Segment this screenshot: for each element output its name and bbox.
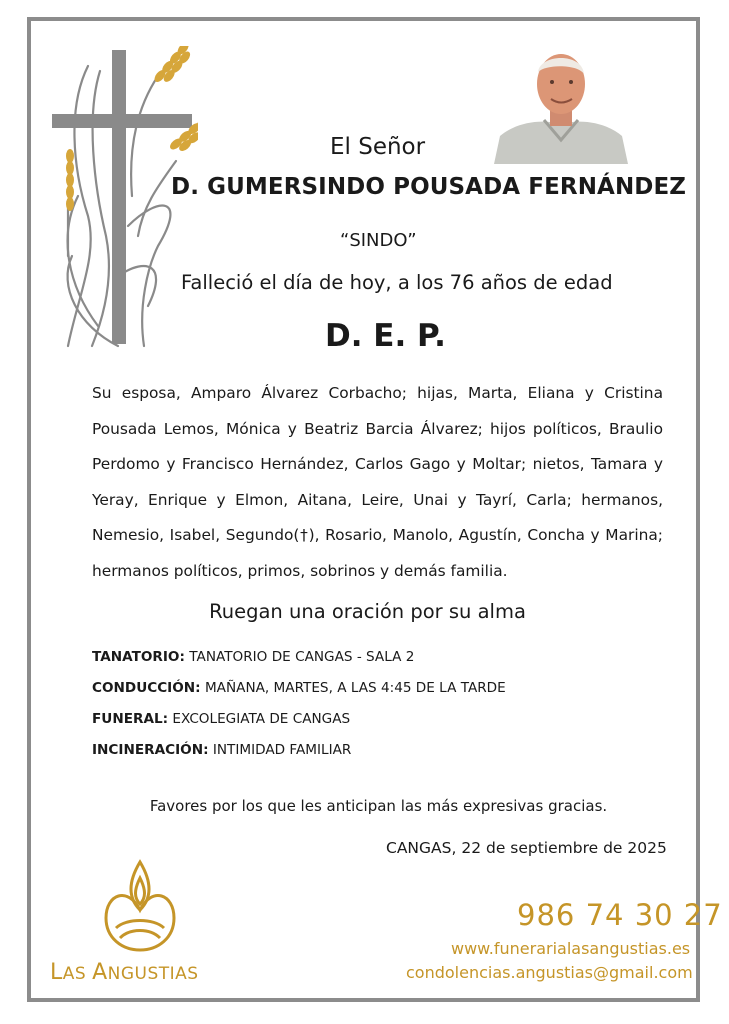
honorific-title: El Señor bbox=[330, 134, 426, 160]
deceased-photo bbox=[494, 44, 628, 164]
place-and-date: CANGAS, 22 de septiembre de 2025 bbox=[386, 839, 667, 857]
detail-value: INTIMIDAD FAMILIAR bbox=[212, 742, 352, 758]
phone-number[interactable]: 986 74 30 27 bbox=[517, 898, 723, 932]
family-paragraph: Su esposa, Amparo Álvarez Corbacho; hijas, Marta, Eliana y Cristina Pousada Lemos, Mónica y Beatriz Barcia Álvarez; hijos políticos, Braulio Perdomo y Francisco Hernández, Carlos Gago y Moltar; nietos, Tamara y Yeray, Enrique y Elmon, Aitana, Leire, Unai y Tayrí, Carla; hermanos, Nemesio, Isabel, Segundo(†), Rosario, Manolo, Agustín, Concha y Marina; hermanos políticos, primos, sobrinos y demás familia. bbox=[92, 384, 663, 580]
detail-value: EXCOLEGIATA DE CANGAS bbox=[172, 711, 351, 727]
deceased-nickname: “SINDO” bbox=[340, 230, 417, 251]
brand-initial: L bbox=[50, 960, 63, 985]
website-link[interactable]: www.funerarialasangustias.es bbox=[451, 939, 691, 958]
deceased-name: D. GUMERSINDO POUSADA FERNÁNDEZ bbox=[171, 174, 687, 200]
detail-value: TANATORIO DE CANGAS - SALA 2 bbox=[189, 649, 415, 665]
detail-label: FUNERAL: bbox=[92, 711, 169, 727]
brand-initial: A bbox=[92, 960, 108, 985]
detail-label: TANATORIO: bbox=[92, 649, 185, 665]
las-angustias-logo-icon bbox=[98, 858, 182, 956]
brand-name bbox=[50, 960, 199, 985]
death-announcement: Falleció el día de hoy, a los 76 años de edad bbox=[181, 271, 613, 294]
detail-conduccion bbox=[92, 680, 506, 696]
detail-label: CONDUCCIÓN: bbox=[92, 680, 201, 696]
detail-value: MAÑANA, MARTES, A LAS 4:45 DE LA TARDE bbox=[204, 680, 506, 696]
detail-incineracion bbox=[92, 742, 351, 758]
rip-text: D. E. P. bbox=[325, 318, 446, 354]
thanks-text: Favores por los que les anticipan las más expresivas gracias. bbox=[149, 797, 608, 815]
brand-text: AS bbox=[62, 964, 93, 984]
prayer-request: Ruegan una oración por su alma bbox=[209, 600, 526, 623]
cross-with-wheat-icon bbox=[48, 46, 198, 368]
brand-text: NGUSTIAS bbox=[107, 964, 199, 984]
detail-label: INCINERACIÓN: bbox=[92, 742, 209, 758]
email-link[interactable]: condolencias.angustias@gmail.com bbox=[406, 963, 693, 982]
detail-funeral bbox=[92, 711, 350, 727]
detail-tanatorio bbox=[92, 649, 414, 665]
